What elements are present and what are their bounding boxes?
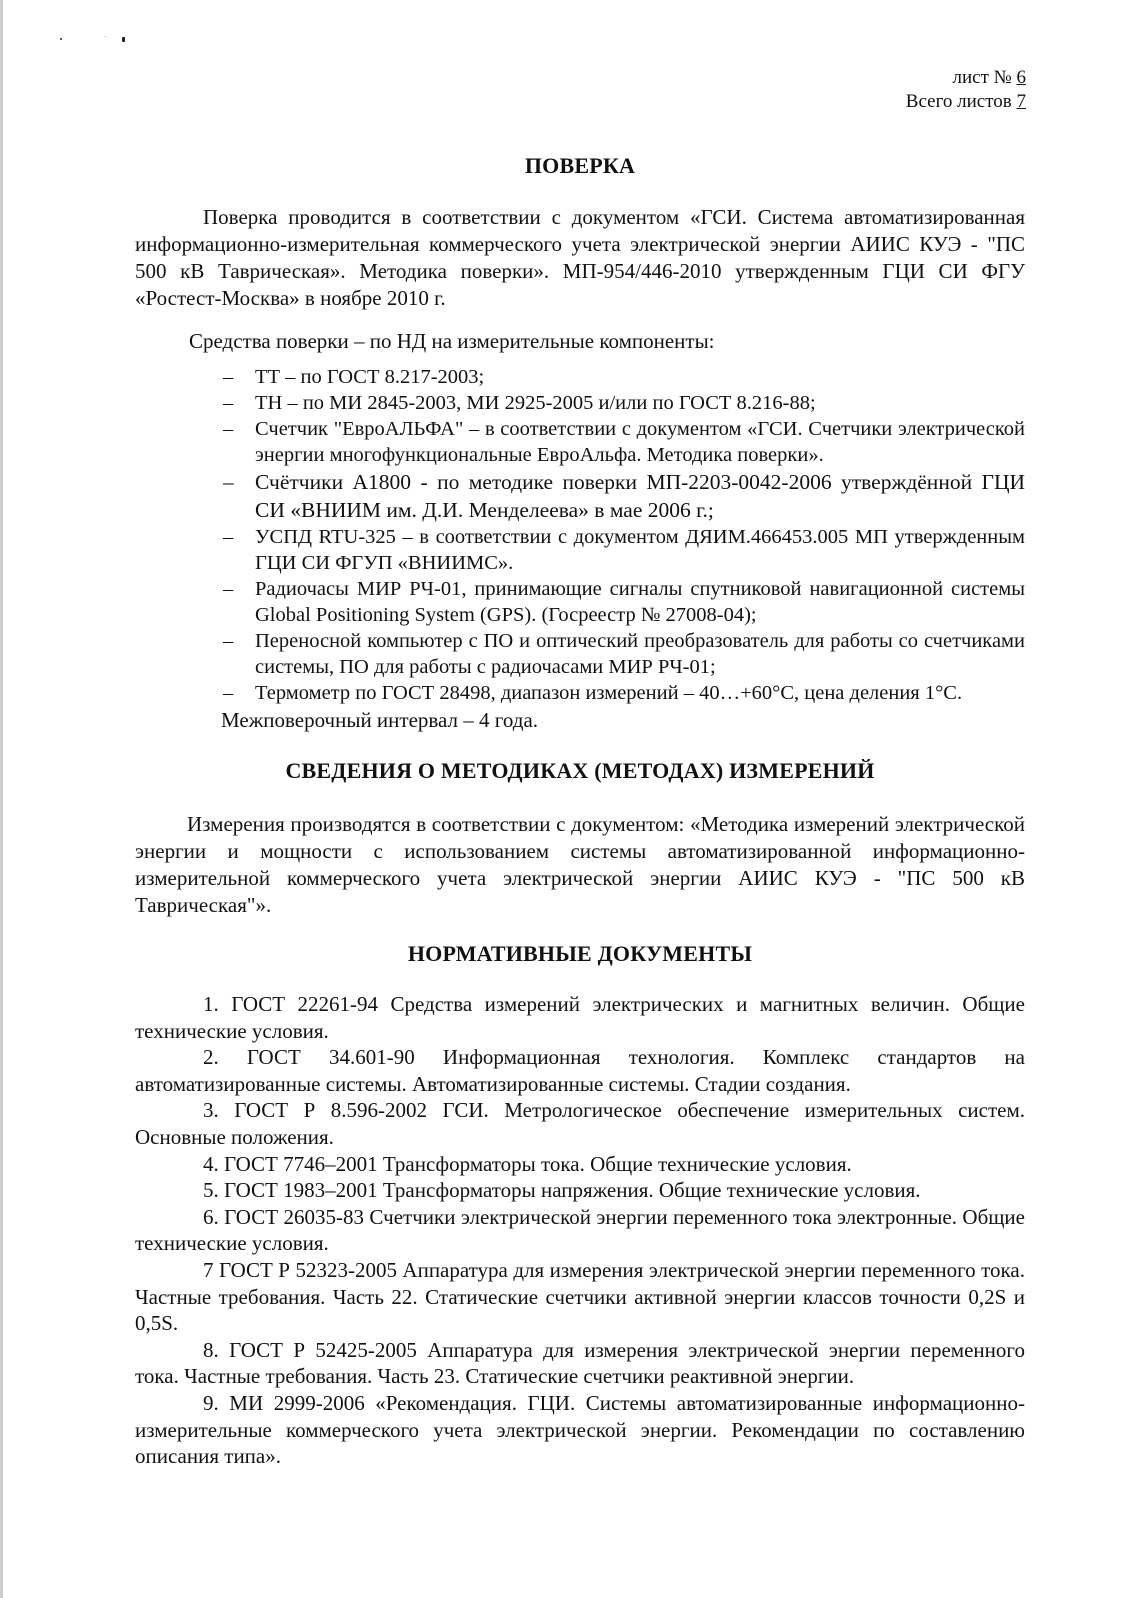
list-item-text: Термометр по ГОСТ 28498, диапазон измерений – 40…+60°С, цена деления 1°С. <box>255 682 963 704</box>
methods-paragraph: Измерения производятся в соответствии с документом: «Методика измерений электрической энергии и мощности с использованием системы автоматизированной информационно-измерительной коммерческого учета электрической энергии АИИС КУЭ - "ПС 500 кВ Таврическая"». <box>135 812 1025 917</box>
normative-item-3: 3. ГОСТ Р 8.596-2002 ГСИ. Метрологическое обеспечение измерительных систем. Основные положения. <box>135 1098 1025 1149</box>
normative-item-1: 1. ГОСТ 22261-94 Средства измерений электрических и магнитных величин. Общие технические условия. <box>135 992 1025 1043</box>
dash-bullet: – <box>223 630 234 652</box>
list-item-text: ТТ – по ГОСТ 8.217-2003; <box>255 366 485 388</box>
list-item-text: Счетчик "ЕвроАЛЬФА" – в соответствии с документом «ГСИ. Счетчики электрической энергии многофункциональные ЕвроАльфа. Методика поверки». <box>255 418 1025 466</box>
normative-item-4: 4. ГОСТ 7746–2001 Трансформаторы тока. Общие технические условия. <box>203 1151 852 1176</box>
list-item-text: УСПД RTU-325 – в соответствии с документом ДЯИМ.466453.005 МП утвержденным ГЦИ СИ ФГУП «ВНИИМС». <box>255 526 1025 574</box>
list-item <box>135 680 1025 706</box>
list-item <box>135 390 1025 416</box>
dash-bullet: – <box>223 366 234 388</box>
list-item <box>135 364 1025 390</box>
heading-verification: ПОВЕРКА <box>524 153 636 178</box>
verification-interval: Межповерочный интервал – 4 года. <box>221 708 539 732</box>
list-item <box>135 576 1025 628</box>
sheet-number-line <box>906 66 1026 90</box>
list-item <box>135 468 1025 524</box>
scan-edge <box>0 0 3 1598</box>
scan-speck <box>122 37 125 42</box>
normative-item-9: 9. МИ 2999-2006 «Рекомендация. ГЦИ. Системы автоматизированные информационно-измерительные коммерческого учета электрической энергии. Рекомендации по составлению описания типа». <box>135 1390 1025 1469</box>
list-item <box>135 524 1025 576</box>
dash-bullet: – <box>223 418 234 440</box>
normative-item-7: 7 ГОСТ Р 52323-2005 Аппаратура для измерения электрической энергии переменного тока. Частные требования. Часть 22. Статические счетчики активной энергии классов точности 0,2S и 0,5S. <box>135 1257 1025 1336</box>
verification-means-intro: Средства поверки – по НД на измерительные компоненты: <box>189 329 715 353</box>
normative-item-6: 6. ГОСТ 26035-83 Счетчики электрической энергии переменного тока электронные. Общие технические условия. <box>135 1204 1025 1256</box>
normative-documents-list <box>135 991 1025 1470</box>
total-number: 7 <box>1016 91 1026 112</box>
scan-speck <box>60 38 62 40</box>
scan-speck <box>105 36 106 37</box>
list-item <box>135 628 1025 680</box>
dash-bullet: – <box>223 392 234 414</box>
heading-measurement-methods: СВЕДЕНИЯ О МЕТОДИКАХ (МЕТОДАХ) ИЗМЕРЕНИЙ <box>285 758 875 783</box>
list-item-text: ТН – по МИ 2845-2003, МИ 2925-2005 и/или по ГОСТ 8.216-88; <box>255 392 816 414</box>
sheet-info <box>906 66 1026 114</box>
list-item <box>135 416 1025 468</box>
list-item-text: Радиочасы МИР РЧ-01, принимающие сигналы спутниковой навигационной системы Global Positioning System (GPS). (Госреестр № 27008-04); <box>255 578 1025 626</box>
verification-paragraph: Поверка проводится в соответствии с документом «ГСИ. Система автоматизированная информационно-измерительная коммерческого учета электрической энергии АИИС КУЭ - "ПС 500 кВ Таврическая». Методика поверки». МП-954/446-2010 утвержденным ГЦИ СИ ФГУ «Ростест-Москва» в ноябре 2010 г. <box>135 205 1025 310</box>
normative-item-8: 8. ГОСТ Р 52425-2005 Аппаратура для измерения электрической энергии переменного тока. Частные требования. Часть 23. Статические счетчики реактивной энергии. <box>135 1337 1025 1389</box>
list-item-text: Переносной компьютер с ПО и оптический преобразователь для работы со счетчиками системы, ПО для работы с радиочасами МИР РЧ-01; <box>255 630 1025 678</box>
dash-bullet: – <box>223 470 234 494</box>
list-item-text: Счётчики А1800 - по методике поверки МП-2203-0042-2006 утверждённой ГЦИ СИ «ВНИИМ им. Д.И. Менделеева» в мае 2006 г.; <box>255 470 1025 522</box>
normative-item-5: 5. ГОСТ 1983–2001 Трансформаторы напряжения. Общие технические условия. <box>203 1178 921 1203</box>
verification-means-list <box>135 364 1025 706</box>
normative-item-2: 2. ГОСТ 34.601-90 Информационная технология. Комплекс стандартов на автоматизированные системы. Автоматизированные системы. Стадии создания. <box>135 1045 1025 1096</box>
dash-bullet: – <box>223 578 234 600</box>
heading-normative-documents: НОРМАТИВНЫЕ ДОКУМЕНТЫ <box>407 941 753 966</box>
sheet-label: лист № <box>952 67 1012 88</box>
total-label: Всего листов <box>905 91 1012 112</box>
dash-bullet: – <box>223 682 234 704</box>
total-sheets-line <box>906 90 1026 114</box>
sheet-number: 6 <box>1016 67 1026 88</box>
dash-bullet: – <box>223 526 234 548</box>
